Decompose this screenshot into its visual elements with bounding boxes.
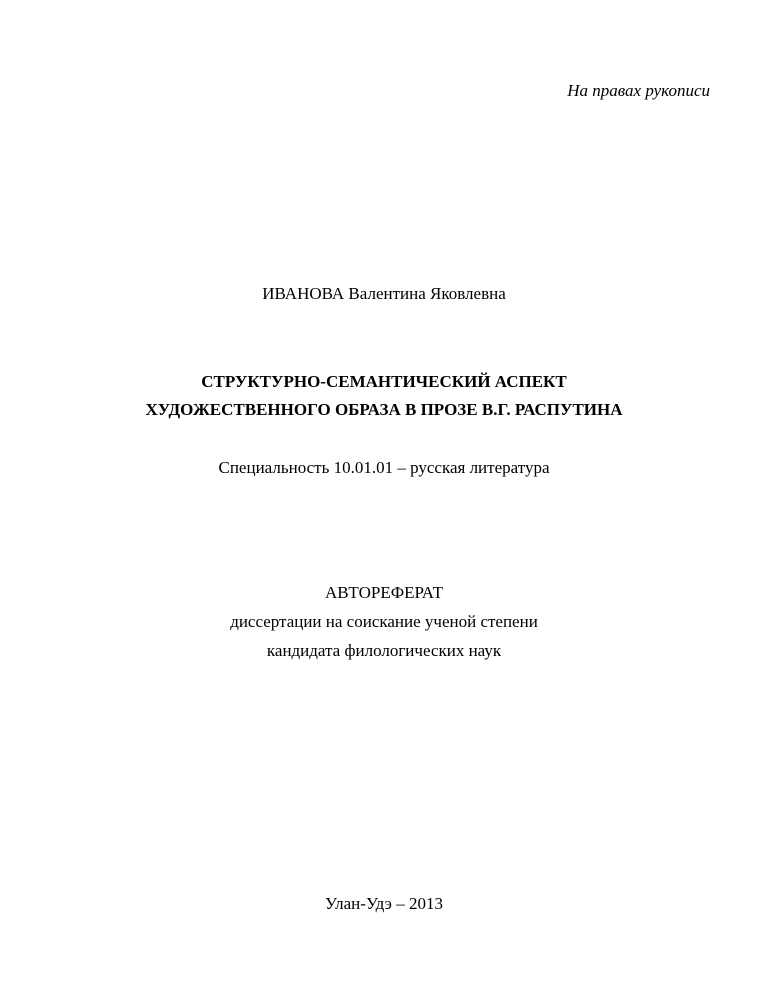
- dissertation-title-line-1: СТРУКТУРНО-СЕМАНТИЧЕСКИЙ АСПЕКТ: [201, 372, 567, 391]
- specialty-text: Специальность 10.01.01 – русская литература: [218, 458, 550, 477]
- document-description-line-1: диссертации на соискание ученой степени: [230, 612, 538, 631]
- document-type: АВТОРЕФЕРАТ: [325, 583, 443, 602]
- author-name: ИВАНОВА Валентина Яковлевна: [262, 284, 506, 303]
- document-description-line-2: кандидата филологических наук: [266, 641, 502, 660]
- dissertation-title-line-2: ХУДОЖЕСТВЕННОГО ОБРАЗА В ПРОЗЕ В.Г. РАСПУТИНА: [145, 400, 623, 419]
- place-and-year: Улан-Удэ – 2013: [325, 894, 443, 913]
- rights-note: На правах рукописи: [567, 81, 710, 100]
